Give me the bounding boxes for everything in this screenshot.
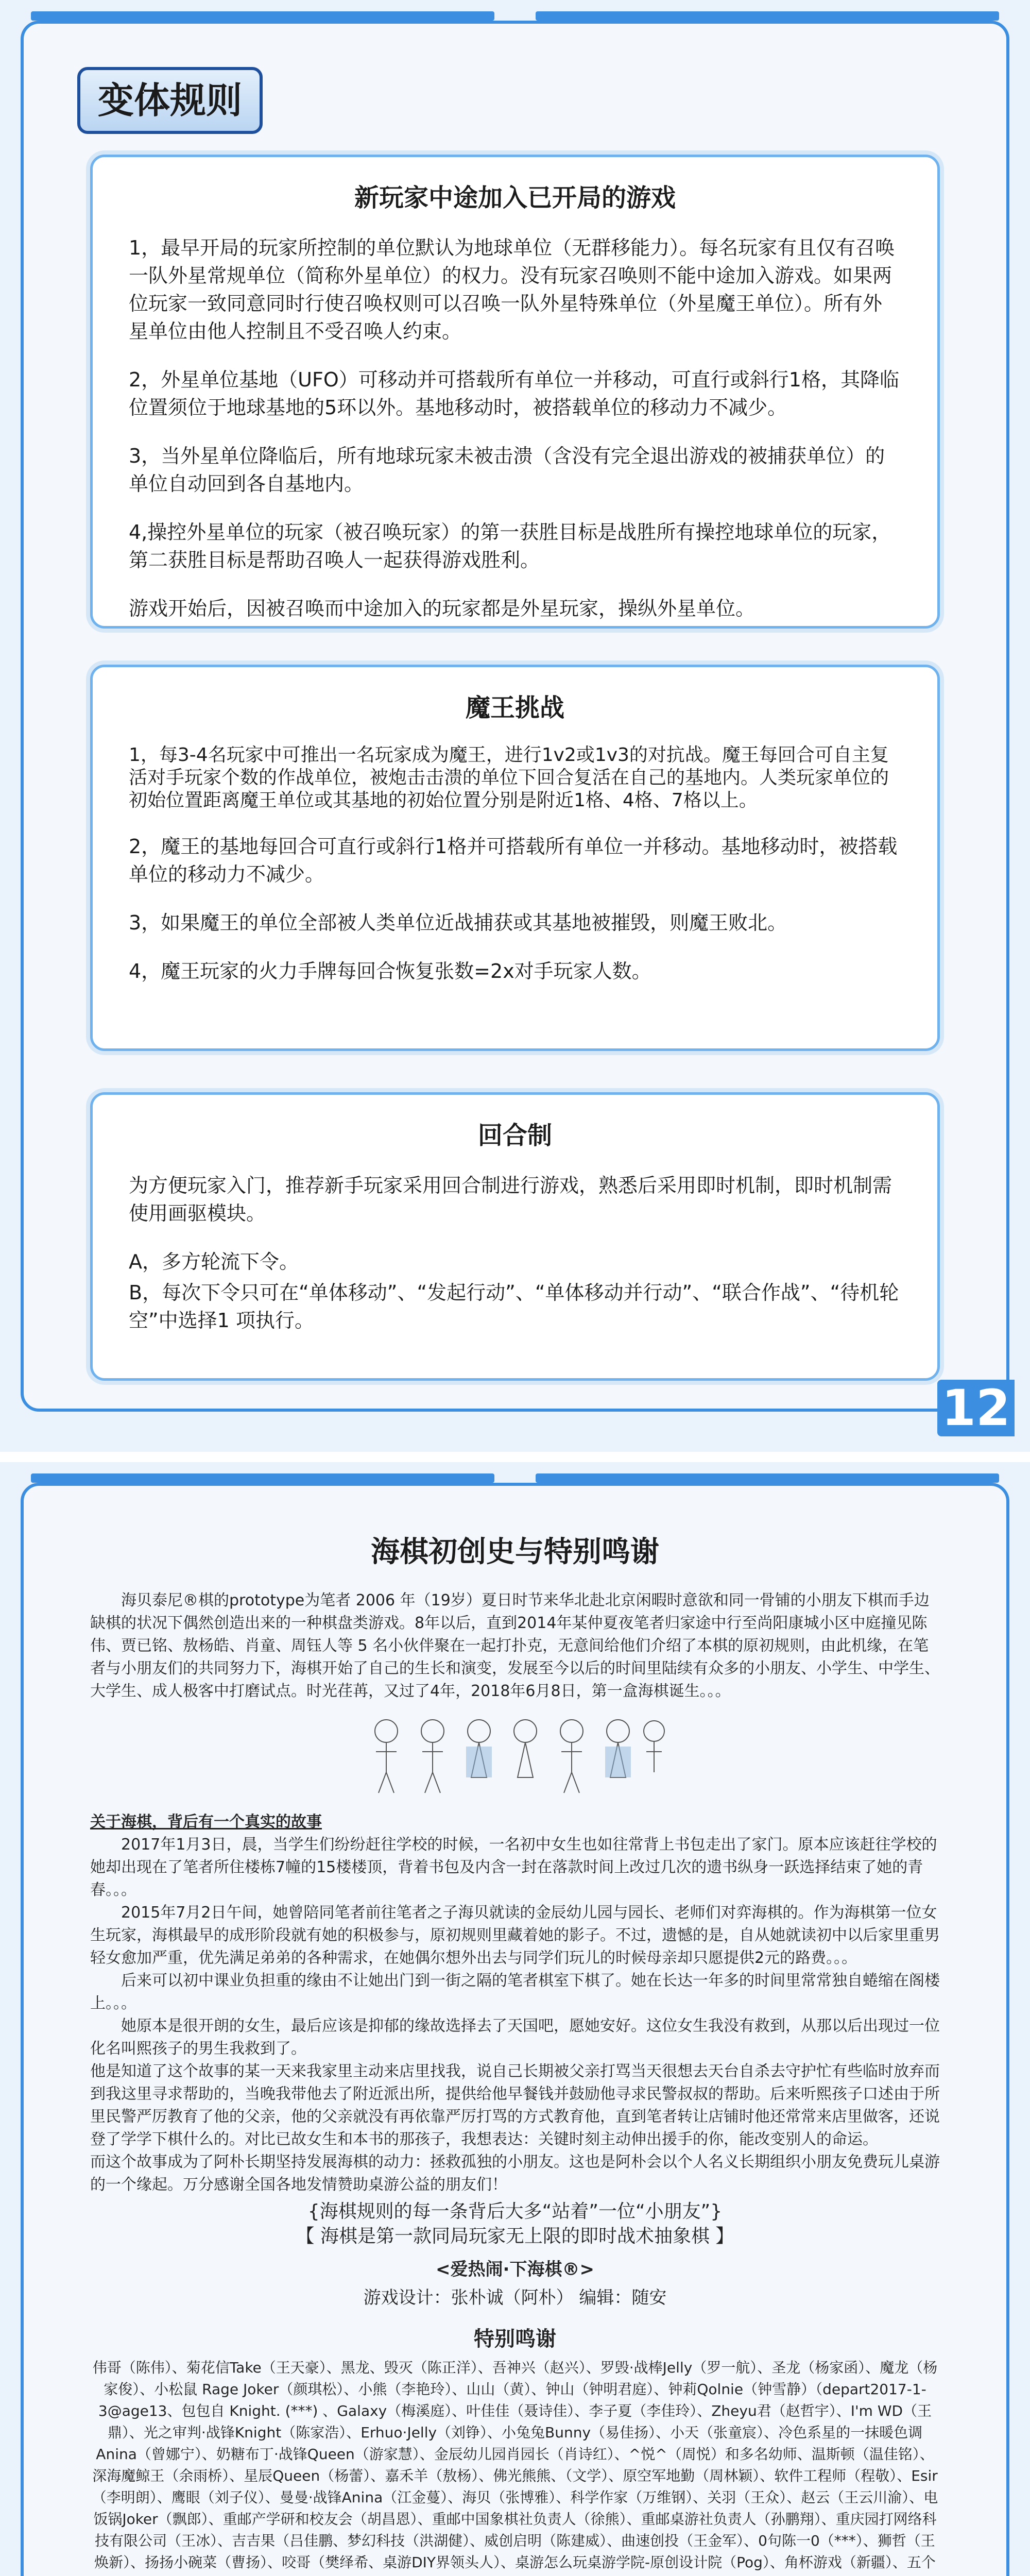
rule-paragraph: 1，每3-4名玩家中可推出一名玩家成为魔王，进行1v2或1v3的对抗战。魔王每回合可自主复活对手玩家个数的作战单位，被炮击击溃的单位下回合复活在自己的基地内。人类玩家单位的初始位置距离魔王单位或其基地的初始位置分别是附近1格、4格、7格以上。 xyxy=(129,744,889,811)
story-heading: 关于海棋，背后有一个真实的故事 xyxy=(90,1813,322,1831)
section-title: 回合制 xyxy=(477,1121,552,1150)
variant-rules-badge: 变体规则 xyxy=(77,67,263,134)
credits-line: 游戏设计：张朴诚（阿朴） 编辑：随安 xyxy=(363,2287,667,2308)
section-title: 魔王挑战 xyxy=(465,693,564,722)
story-block xyxy=(90,1811,940,2576)
thanks-title: 特别鸣谢 xyxy=(474,2327,556,2351)
rule-section-turnbased xyxy=(90,1092,940,1381)
rule-paragraph: 4,操控外星单位的玩家（被召唤玩家）的第一获胜目标是战胜所有操控地球单位的玩家，第二获胜目标是帮助召唤人一起获得游戏胜利。 xyxy=(129,521,891,571)
story-paragraph: 而这个故事成为了阿朴长期坚持发展海棋的动力：拯救孤独的小朋友。这也是阿朴会以个人名义长期组织小朋友免费玩儿桌游的一个缘起。万分感谢全国各地发情赞助桌游公益的朋友们！ xyxy=(90,2153,940,2194)
page-number: 12 xyxy=(937,1380,1015,1436)
story-paragraph: 后来可以初中课业负担重的缘由不让她出门到一街之隔的笔者棋室下棋了。她在长达一年多的时间里常常独自蜷缩在阁楼上。。。 xyxy=(90,1972,940,2012)
frame-tab xyxy=(536,11,999,21)
story-paragraph: 2015年7月2日午间，她曾陪同笔者前往笔者之子海贝就读的金辰幼儿园与园长、老师们对弈海棋的。作为海棋第一位女生玩家，海棋最早的成形阶段就有她的积极参与，原初规则里藏着她的影子。不过，遗憾的是，自从她就读初中以后家里重男轻女愈加严重，优先满足弟弟的各种需求，在她偶尔想外出去与同学们玩儿的时候母亲却只愿提供2元的路费。。。 xyxy=(90,1904,940,1967)
rule-paragraph: 3，如果魔王的单位全部被人类单位近战捕获或其基地被摧毁，则魔王败北。 xyxy=(129,911,787,934)
intro-paragraph: 海贝泰尼®棋的prototype为笔者 2006 年（19岁）夏日时节来华北赴北京闲暇时意欲和同一骨铺的小朋友下棋而手边缺棋的状况下偶然创造出来的一种棋盘类游戏。8年以后，直到2014年某仲夏夜笔者归家途中行至尚阳康城小区中庭撞见陈伟、贾已铭、敖杨皓、肖童、周钰人等 5 名小伙伴聚在一起打扑克，无意间给他们介绍了本棋的原初规则，由此机缘，在笔者与小朋友们的共同努力下，海棋开始了自己的生长和演变，发展至今以后的时间里陆续有众多的小朋友、小学生、中学生、大学生、成人极客中打磨试点。时光荏苒，又过了4年，2018年6月8日，第一盒海棋诞生。。。 xyxy=(90,1591,940,1700)
rule-paragraph: 游戏开始后，因被召唤而中途加入的玩家都是外星玩家，操纵外星单位。 xyxy=(129,597,756,620)
section-title: 新玩家中途加入已开局的游戏 xyxy=(354,183,676,212)
rule-paragraph: 2，外星单位基地（UFO）可移动并可搭载所有单位一并移动，可直行或斜行1格，其降临位置须位于地球基地的5环以外。基地移动时，被搭载单位的移动力不减少。 xyxy=(129,368,899,419)
rule-paragraph: 4，魔王玩家的火力手牌每回合恢复张数=2x对手玩家人数。 xyxy=(129,960,651,982)
slogan-1: {海棋规则的每一条背后大多“站着”一位“小朋友”} xyxy=(307,2201,723,2222)
rule-paragraph: B，每次下令只可在“单体移动”、“发起行动”、“单体移动并行动”、“联合作战”、“待机轮空”中选择1 项执行。 xyxy=(129,1281,899,1332)
children-illustration xyxy=(360,1710,670,1798)
rule-paragraph: 1，最早开局的玩家所控制的单位默认为地球单位（无群移能力）。每名玩家有且仅有召唤一队外星常规单位（简称外星单位）的权力。没有玩家召唤则不能中途加入游戏。如果两位玩家一致同意同时行使召唤权则可以召唤一队外星特殊单位（外星魔王单位）。所有外星单位由他人控制且不受召唤人约束。 xyxy=(129,236,895,343)
page-title: 海棋初创史与特别鸣谢 xyxy=(371,1535,659,1569)
frame-tab xyxy=(536,1473,999,1483)
page-gap xyxy=(0,1452,1030,1462)
slogan-2: 【 海棋是第一款同局玩家无上限的即时战术抽象棋 】 xyxy=(296,2226,734,2247)
rule-section-newplayer xyxy=(90,155,940,629)
rule-section-demonking xyxy=(90,665,940,1051)
rule-paragraph: 2，魔王的基地每回合可直行或斜行1格并可搭载所有单位一并移动。基地移动时，被搭载单位的移动力不减少。 xyxy=(129,835,898,886)
rule-paragraph: 为方便玩家入门，推荐新手玩家采用回合制进行游戏，熟悉后采用即时机制，即时机制需使用画驱模块。 xyxy=(129,1174,892,1225)
rule-paragraph: A，多方轮流下令。 xyxy=(129,1250,299,1273)
story-paragraph: 他是知道了这个故事的某一天来我家里主动来店里找我，说自己长期被父亲打骂当天很想去天台自杀去守护忙有些临时放弃而到我这里寻求帮助的，当晚我带他去了附近派出所，提供给他早餐钱并鼓励他寻求民警叔叔的帮助。后来听熙孩子口述由于所里民警严厉教育了他的父亲，他的父亲就没有再依靠严厉打骂的方式教育他，直到笔者转让店铺时他还常常来店里做客，还说登了学学下棋什么的。对比已故女生和本书的那孩子，我想表达：关键时刻主动伸出援手的你，能改变别人的命运。 xyxy=(90,2062,940,2148)
thanks-list: 伟哥（陈伟）、菊花信Take（王天豪）、黑龙、毁灭（陈正洋）、吾神兴（赵兴）、罗毁·战棒Jelly（罗一航）、圣龙（杨家函）、魔龙（杨家俊）、小松鼠 Rage Joker（颜琪松）、小熊（李艳玲）、山山（黄）、钟山（钟明君庭）、钟莉Qolnie（钟雪静）（depart2017-1-3@age13、包包自 Knight. (***) 、Galaxy（梅溪庭）、叶佳佳（聂诗佳）、李子夏（李佳玲）、Zheyu君（赵哲宇）、I'm WD（王鼎）、光之审判·战锋Knight（陈家浩）、Erhuo·Jelly（刘铮）、小兔兔Bunny（易佳扬）、小天（张童宸）、冷色系星的一抹暖色调 Anina（曾娜宁）、奶糖布丁·战锋Queen（游家慧）、金辰幼儿园肖园长（肖诗红）、^悦^（周悦）和多名幼师、温斯顿（温佳铭）、深海魔鲸王（余雨桥）、星辰Queen（杨蕾）、嘉禾羊（敖杨）、佛光熊熊、（文学）、原空军地勤（周林颖）、软件工程师（程敬）、Esir（李明朗）、鹰眼（刘子仪）、曼曼·战锋Anina（江金蔓）、海贝（张博雅）、科学作家（万维钢）、关羽（王众）、赵云（王云川渝）、电饭锅Joker（飘郎）、重邮产学研和校友会（胡昌恩）、重邮中国象棋社负责人（徐熊）、重邮桌游社负责人（孙鹏翔）、重庆园打网络科技有限公司（王冰）、吉吉果（吕佳鹏、梦幻科技（洪湖健）、威创启明（陈建威）、曲速创投（王金军）、0句陈一0（***）、狮哲（王焕新）、扬扬小碗菜（曹扬）、咬哥（樊绎希、桌游DIY界领头人）、桌游怎么玩桌游学院-原创设计院（Pog）、角杯游戏（新疆）、五个 xyxy=(92,2359,938,2571)
frame-tab xyxy=(31,11,494,21)
story-paragraph: 2017年1月3日，晨，当学生们纷纷赶往学校的时候，一名初中女生也如往常背上书包走出了家门。原本应该赶往学校的她却出现在了笔者所住楼栋7幢的15楼楼顶，背着书包及内含一封在落款时间上改过几次的遗书纵身一跃选择结束了她的青春。。。 xyxy=(90,1836,937,1899)
rule-paragraph: 3，当外星单位降临后，所有地球玩家未被击溃（含没有完全退出游戏的被捕获单位）的单位自动回到各自基地内。 xyxy=(129,445,885,495)
story-paragraph: 她原本是很开朗的女生，最后应该是抑郁的缘故选择去了天国吧，愿她安好。这位女生我没有救到，从那以后出现过一位化名叫熙孩子的男生我救到了。 xyxy=(90,2017,940,2058)
credit-heading: <爱热闹·下海棋®> xyxy=(436,2259,594,2280)
frame-tab xyxy=(31,1473,494,1483)
